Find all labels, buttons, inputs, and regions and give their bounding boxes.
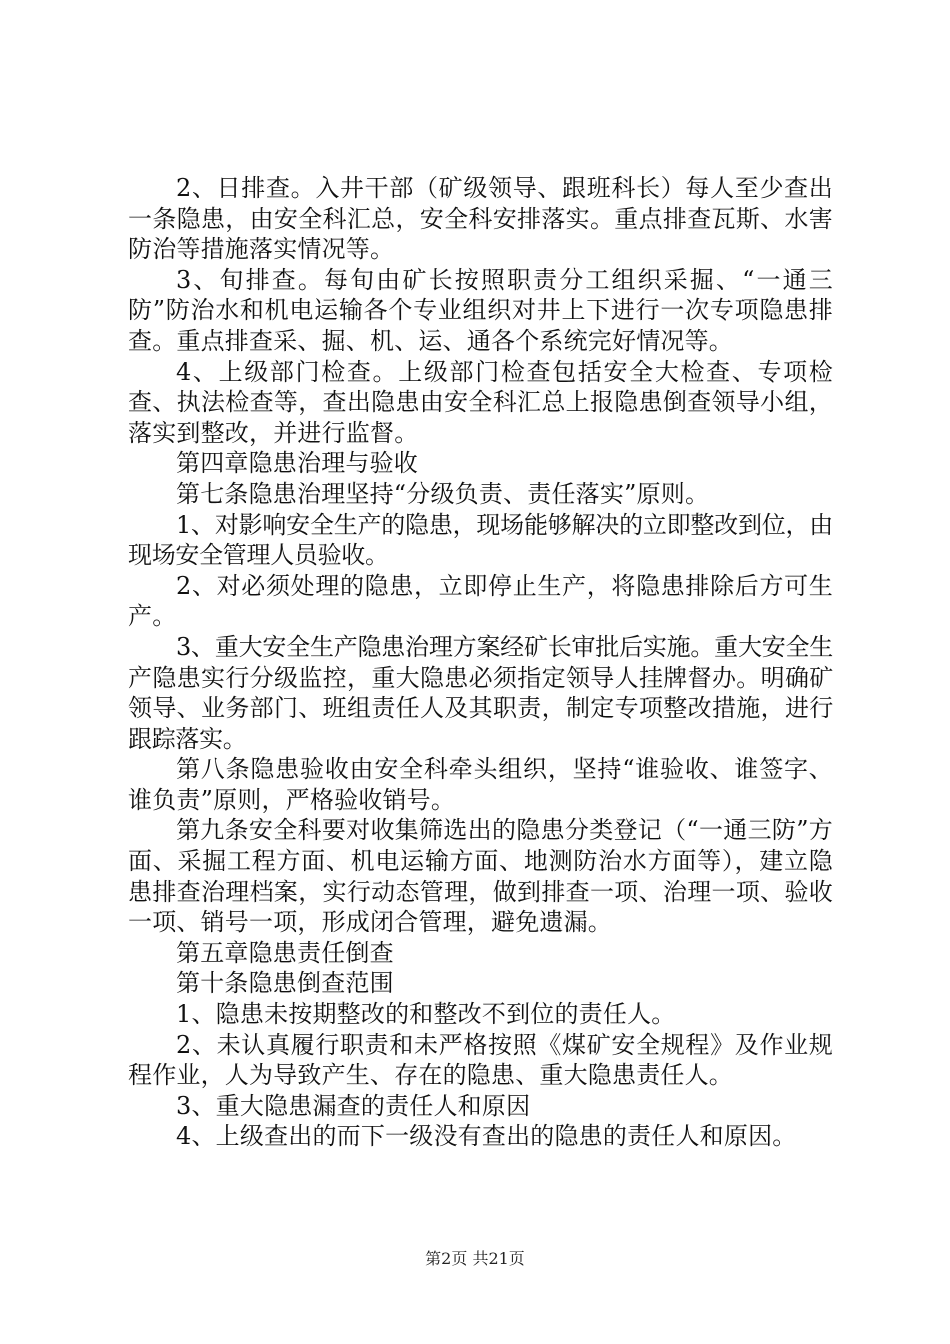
article-ten-item-3: 3、重大隐患漏查的责任人和原因 — [176, 1091, 531, 1120]
article-ten: 第十条隐患倒查范围 — [176, 969, 394, 998]
article-ten-item-2: 2、未认真履行职责和未严格按照《煤矿安全规程》及作业规程作业，人为导致产生、存在的隐患、重大隐患责任人。 — [128, 1030, 833, 1090]
article-ten-item-1: 1、隐患未按期整改的和整改不到位的责任人。 — [176, 1000, 676, 1029]
article-ten-item-4: 4、上级查出的而下一级没有查出的隐患的责任人和原因。 — [176, 1122, 797, 1151]
article-seven-item-2: 2、对必须处理的隐患，立即停止生产，将隐患排除后方可生产。 — [128, 571, 833, 631]
article-eight: 第八条隐患验收由安全科牵头组织，坚持“谁验收、谁签字、谁负责”原则，严格验收销号。 — [128, 755, 833, 814]
article-seven-item-1: 1、对影响安全生产的隐患，现场能够解决的立即整改到位，由现场安全管理人员验收。 — [128, 510, 833, 570]
paragraph-daily-inspection: 2、日排查。入井干部（矿级领导、跟班科长）每人至少查出一条隐患，由安全科汇总，安全科安排落实。重点排查瓦斯、水害防治等措施落实情况等。 — [128, 174, 833, 264]
article-nine: 第九条安全科要对收集筛选出的隐患分类登记（“一通三防”方面、采掘工程方面、机电运输方面、地测防治水方面等），建立隐患排查治理档案，实行动态管理，做到排查一项、治理一项、验收一项、销号一项，形成闭合管理，避免遗漏。 — [128, 816, 833, 937]
page-number-footer: 第2页 共21页 — [425, 1249, 525, 1268]
article-seven-item-3: 3、重大安全生产隐患治理方案经矿长审批后实施。重大安全生产隐患实行分级监控，重大隐患必须指定领导人挂牌督办。明确矿领导、业务部门、班组责任人及其职责，制定专项整改措施，进行跟踪落实。 — [128, 632, 833, 753]
document-body — [128, 173, 833, 1152]
paragraph-superior-inspection: 4、上级部门检查。上级部门检查包括安全大检查、专项检查、执法检查等，查出隐患由安全科汇总上报隐患倒查领导小组，落实到整改，并进行监督。 — [128, 357, 833, 447]
paragraph-ten-day-inspection: 3、旬排查。每旬由矿长按照职责分工组织采掘、“一通三防”防治水和机电运输各个专业组织对井上下进行一次专项隐患排查。重点排查采、掘、机、运、通各个系统完好情况等。 — [128, 265, 833, 355]
article-seven: 第七条隐患治理坚持“分级负责、责任落实”原则。 — [176, 479, 710, 508]
chapter-five-heading: 第五章隐患责任倒查 — [176, 938, 394, 967]
chapter-four-heading: 第四章隐患治理与验收 — [176, 449, 418, 478]
